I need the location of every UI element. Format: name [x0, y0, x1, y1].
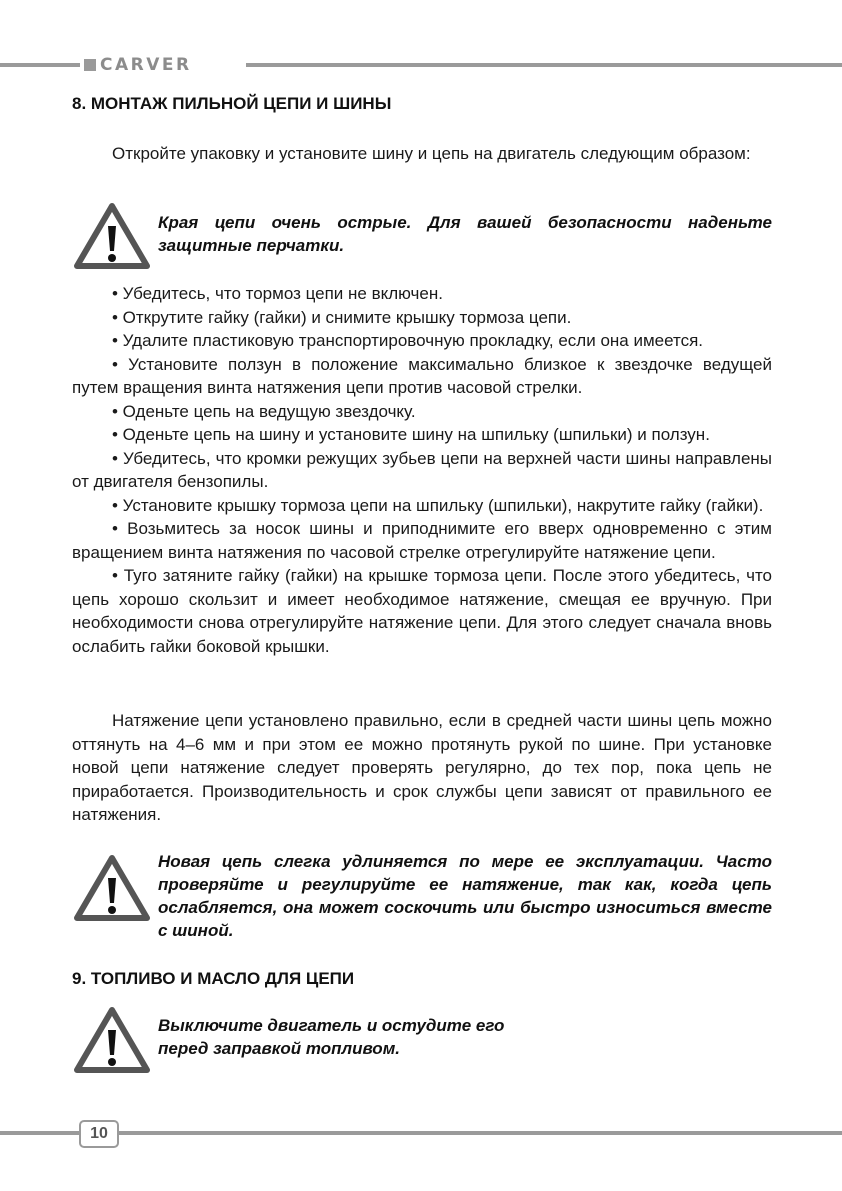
header-rule-right: [246, 63, 842, 67]
brand-name: CARVER: [100, 55, 192, 75]
list-item: • Открутите гайку (гайки) и снимите крышку тормоза цепи.: [112, 307, 572, 327]
warning-icon: [72, 852, 152, 924]
tension-paragraph: Натяжение цепи установлено правильно, если в средней части шины цепь можно оттянуть на 4–6 мм и при этом ее можно протянуть рукой по шине. При установке новой цепи натяжение следует проверять регулярно, до тех пор, пока цепь не приработается. Производительность и срок службы цепи зависят от правильного ее натяжения.: [72, 711, 772, 824]
list-item: • Установите крышку тормоза цепи на шпильку (шпильки), накрутите гайку (гайки).: [112, 495, 764, 515]
warning-icon: [72, 200, 152, 272]
list-item: • Убедитесь, что кромки режущих зубьев цепи на верхней части шины направлены от двигателя бензопилы.: [72, 448, 772, 491]
list-item: • Оденьте цепь на шину и установите шину на шпильку (шпильки) и ползун.: [112, 425, 710, 444]
section-9-title: 9. ТОПЛИВО И МАСЛО ДЛЯ ЦЕПИ: [72, 969, 355, 988]
list-item: • Убедитесь, что тормоз цепи не включен.: [112, 284, 443, 303]
list-item: • Туго затяните гайку (гайки) на крышке тормоза цепи. После этого убедитесь, что цепь хорошо скользит и имеет необходимое натяжение, смещая ее вручную. При необходимости снова отрегулируйте натяжение цепи. Для этого следует сначала вновь ослабить гайки боковой крышки.: [72, 566, 772, 656]
footer-rule-left: [0, 1131, 80, 1135]
list-item: • Установите ползун в положение максимально близкое к звездочке ведущей путем вращения винта натяжения цепи против часовой стрелки.: [72, 354, 772, 397]
section-8-intro: Откройте упаковку и установите шину и цепь на двигатель следующим образом:: [112, 144, 751, 163]
warning-chain-stretch-text: Новая цепь слегка удлиняется по мере ее эксплуатации. Часто проверяйте и регулируйте ее натяжение, так как, когда цепь ослабляется, она может соскочить или быстро износиться вместе с шиной.: [158, 852, 772, 940]
list-item: • Возьмитесь за носок шины и приподнимите его вверх одновременно с этим вращением винта натяжения по часовой стрелке отрегулируйте натяжение цепи.: [72, 519, 772, 562]
warning-gloves-text: Края цепи очень острые. Для вашей безопасности наденьте защитные перчатки.: [158, 213, 772, 255]
warning-fuel-text: Выключите двигатель и остудите его перед заправкой топливом.: [158, 1016, 505, 1058]
footer-rule-right: [117, 1131, 842, 1135]
page-number: 10: [79, 1120, 119, 1148]
header-rule-left: [0, 63, 80, 67]
section-8-title: 8. МОНТАЖ ПИЛЬНОЙ ЦЕПИ И ШИНЫ: [72, 94, 392, 113]
brand-logo: [84, 54, 192, 76]
list-item: • Удалите пластиковую транспортировочную прокладку, если она имеется.: [112, 331, 704, 350]
installation-steps: [72, 282, 772, 658]
warning-icon: [72, 1004, 152, 1076]
logo-mark: [84, 59, 96, 71]
list-item: • Оденьте цепь на ведущую звездочку.: [112, 401, 416, 421]
